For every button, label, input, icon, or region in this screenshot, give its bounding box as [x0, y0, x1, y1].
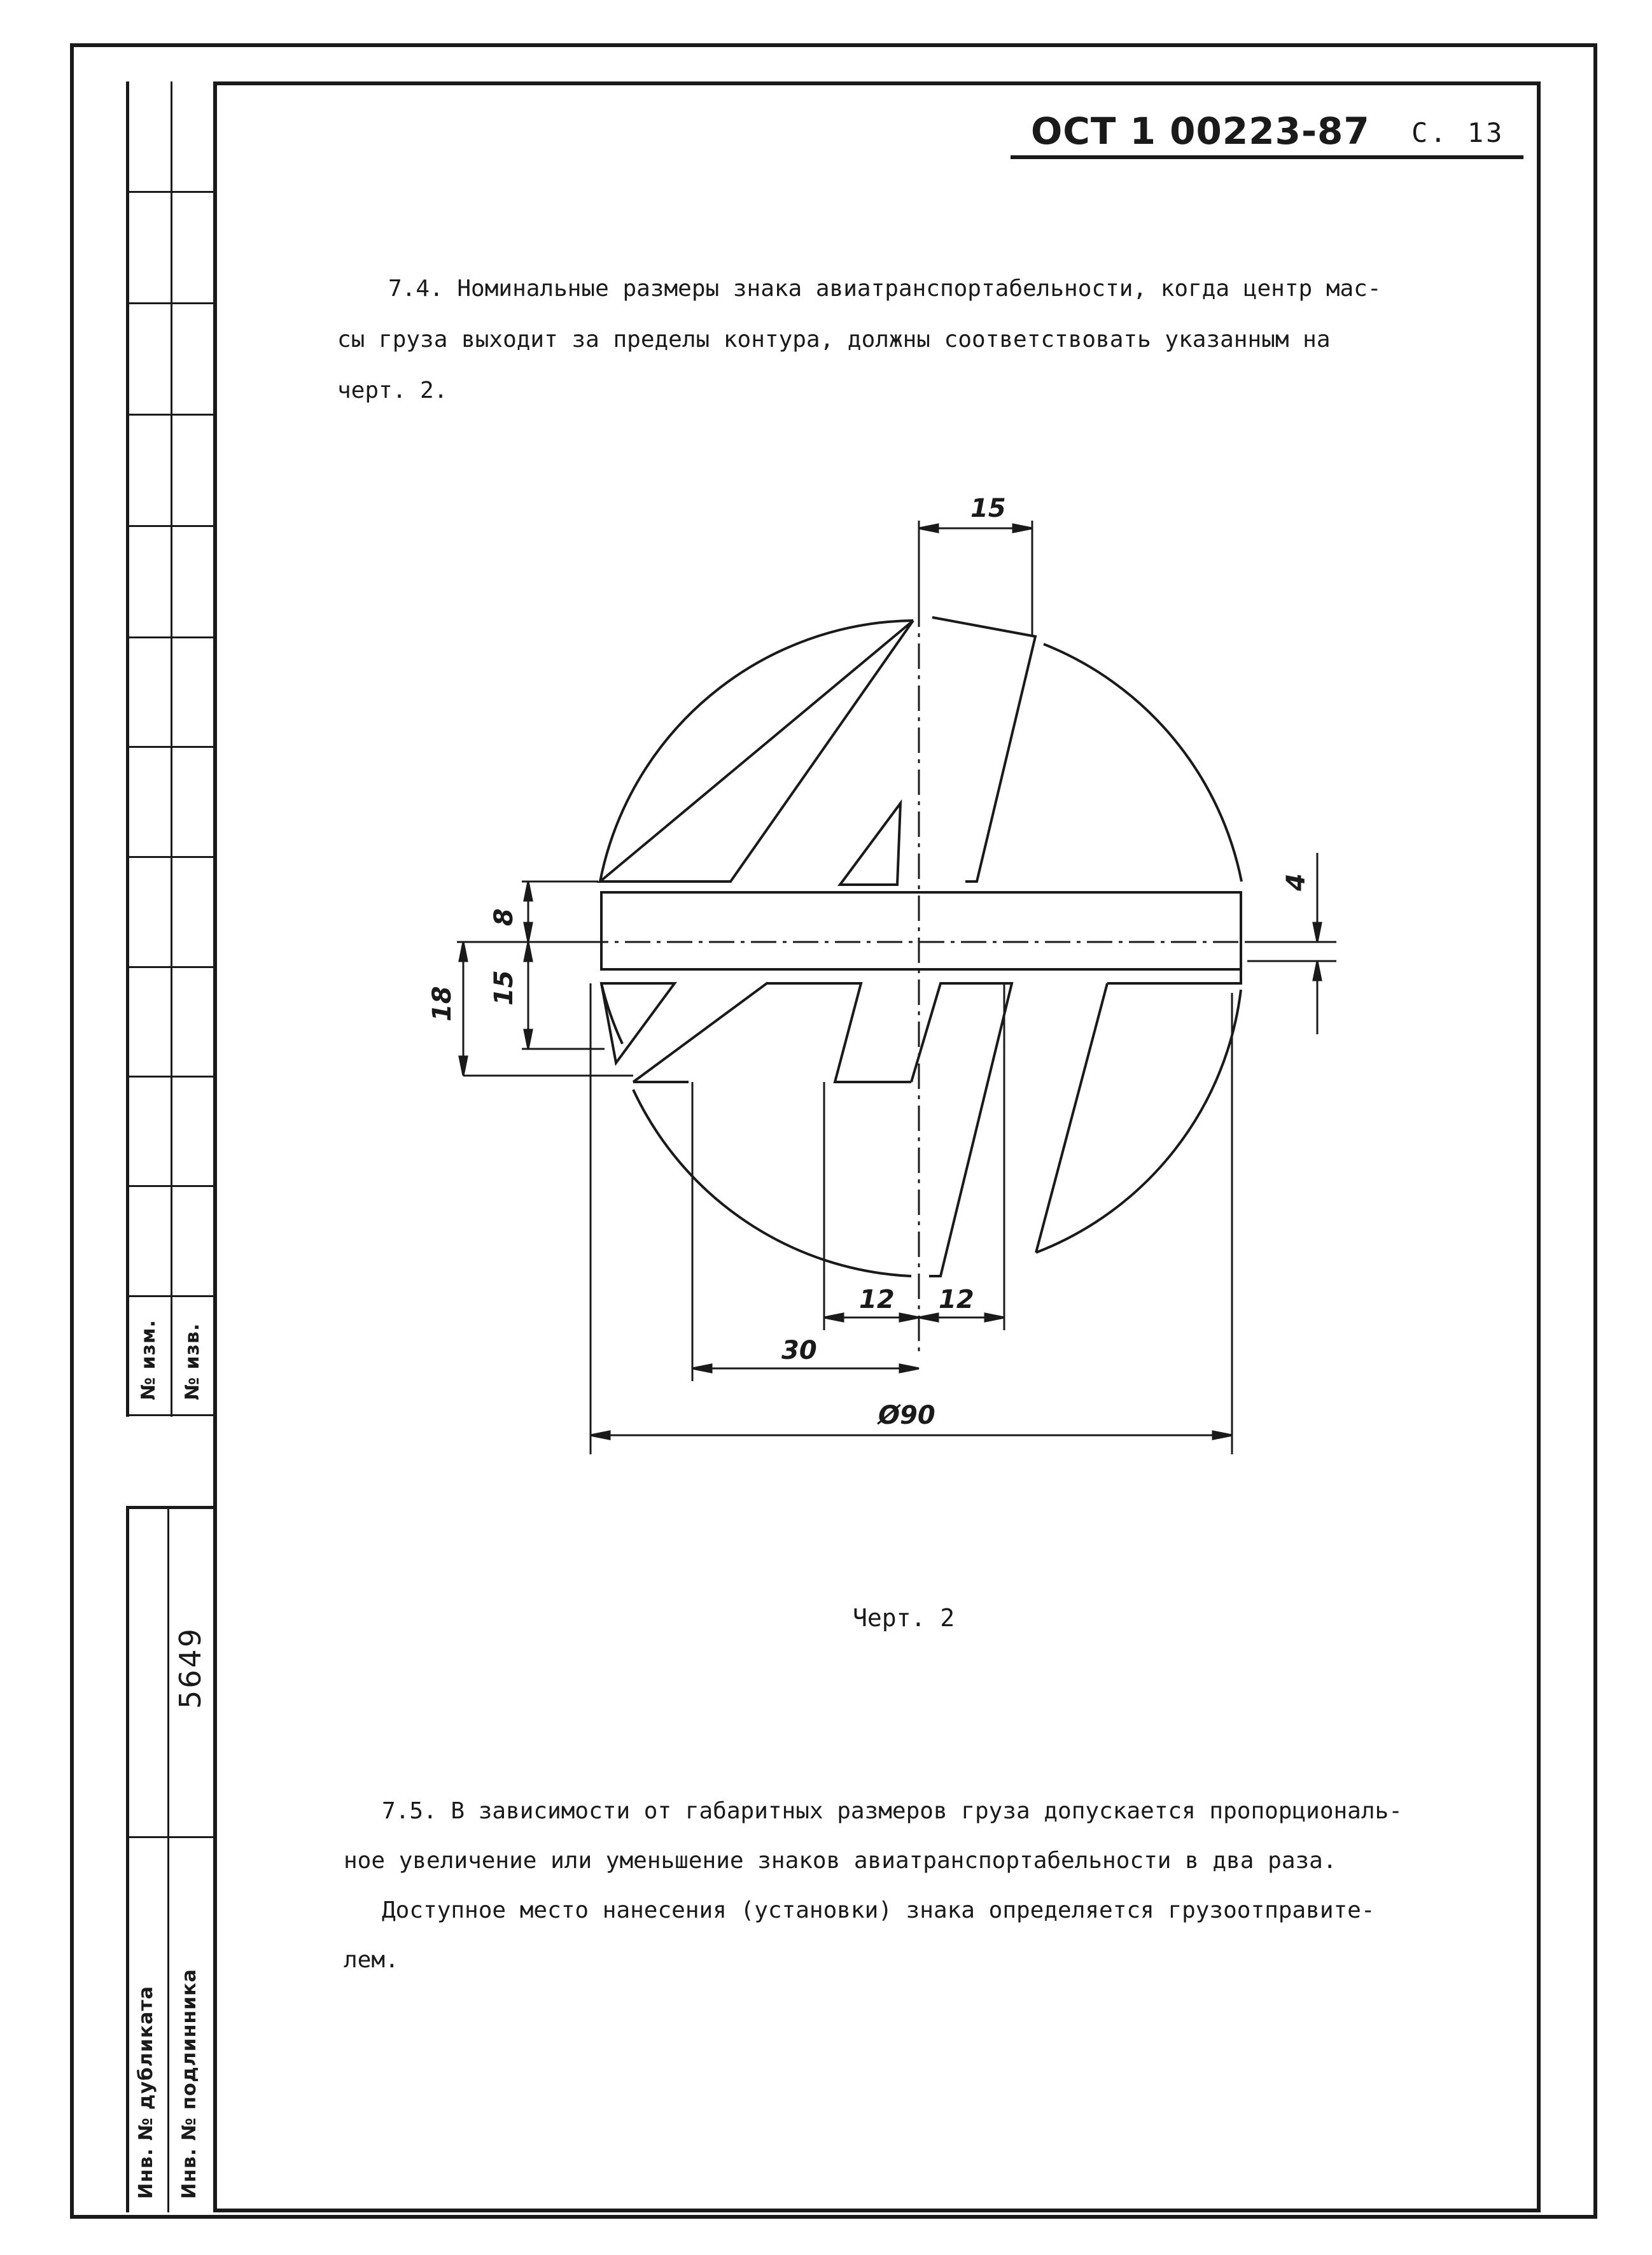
paragraph-7-4-line-2: сы груза выходит за пределы контура, должны соответствовать указанным на [337, 327, 1331, 353]
right-bar-end [1107, 971, 1241, 983]
paragraph-7-5-line-4: лем. [344, 1947, 399, 1973]
letter-t-outline [633, 983, 911, 1082]
sign-outline [600, 617, 1242, 1276]
dim-mid-offset: 15 [489, 970, 519, 1006]
center-axes [457, 601, 1333, 1352]
sign-crossbar [601, 892, 1241, 969]
dim-bar-height: 8 [489, 908, 519, 926]
notice-number-label: № изв. [181, 1323, 204, 1400]
letter-t-leg [911, 983, 1012, 1276]
circle-arc-lower-right [1036, 990, 1241, 1253]
inventory-number: 5649 [173, 1626, 207, 1709]
duplicate-inventory-label: Инв. № дубликата [135, 1985, 157, 2199]
dim-leg-left: 12 [859, 1285, 895, 1314]
letter-a-left-stroke [600, 621, 913, 882]
right-stroke [1036, 983, 1107, 1253]
change-number-label: № изм. [137, 1319, 160, 1400]
dim-left-height: 18 [428, 986, 457, 1022]
dim-top-width: 15 [970, 494, 1006, 523]
letter-a-right-stroke [932, 617, 1035, 882]
original-inventory-label: Инв. № подлинника [178, 1969, 200, 2199]
dim-half-span: 30 [781, 1336, 817, 1365]
document-code: ОСТ 1 00223-87 [1031, 109, 1370, 153]
figure-caption: Черт. 2 [853, 1604, 955, 1632]
page-number: С. 13 [1411, 117, 1505, 148]
circle-arc-upper-right [1044, 644, 1242, 882]
paragraph-7-5-line-3: Доступное место нанесения (установки) знака определяется грузоотправите- [382, 1897, 1375, 1923]
paragraph-7-5-line-2: ное увеличение или уменьшение знаков авиатранспортабельности в два раза. [344, 1848, 1337, 1874]
letter-a-counter [840, 803, 900, 885]
dim-right-offset: 4 [1282, 873, 1311, 891]
paragraph-7-5-line-1: 7.5. В зависимости от габаритных размеров груза допускается пропорциональ- [382, 1798, 1403, 1824]
dimension-lines [459, 521, 1336, 1454]
paragraph-7-4-line-3: черт. 2. [337, 377, 448, 404]
circle-arc-lower-middle [633, 1090, 911, 1276]
dim-leg-right: 12 [939, 1285, 974, 1314]
dim-diameter: Ø90 [878, 1401, 935, 1430]
paragraph-7-4-line-1: 7.4. Номинальные размеры знака авиатранспортабельности, когда центр мас- [388, 276, 1382, 302]
